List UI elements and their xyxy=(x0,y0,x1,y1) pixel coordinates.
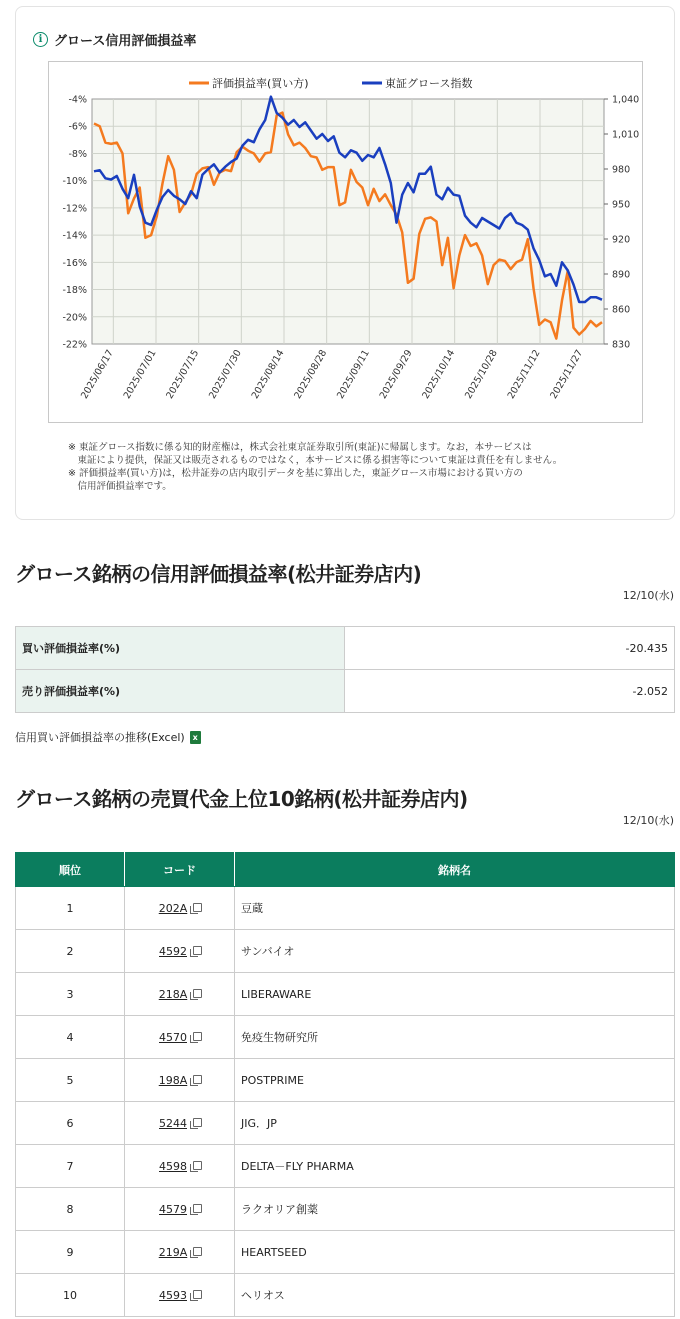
table-row xyxy=(16,887,675,930)
stock-name-cell: HEARTSEED xyxy=(235,1231,675,1274)
y-right-tick-label: 890 xyxy=(612,269,631,281)
copy-icon[interactable] xyxy=(190,1075,200,1085)
stock-code-link[interactable]: 219A xyxy=(158,1245,188,1259)
rank-cell: 6 xyxy=(16,1102,125,1145)
excel-icon[interactable]: x xyxy=(190,731,201,744)
stock-code-link[interactable]: 4598 xyxy=(159,1159,187,1173)
x-tick-label: 2025/11/12 xyxy=(505,348,543,401)
legend-label: 評価損益率(買い方) xyxy=(212,77,309,90)
y-left-tick-label: -12% xyxy=(62,203,87,215)
y-right-tick-label: 1,010 xyxy=(612,129,640,141)
copy-icon[interactable] xyxy=(190,1204,200,1214)
legend-label: 東証グロース指数 xyxy=(385,77,473,90)
stock-code-link[interactable]: 202A xyxy=(158,901,188,915)
stock-name-cell: サンバイオ xyxy=(235,930,675,973)
rank-cell: 10 xyxy=(16,1274,125,1317)
note-line: 東証により提供，保証又は販売されるものではなく，本サービスに係る損害等について東証は責任を有しません。 xyxy=(68,455,563,466)
header-name: 銘柄名 xyxy=(235,853,675,887)
y-left-tick-label: -10% xyxy=(62,176,87,188)
copy-icon[interactable] xyxy=(190,1161,200,1171)
buy-rate-label: 買い評価損益率(%) xyxy=(16,627,345,670)
copy-icon[interactable] xyxy=(190,1118,200,1128)
stock-code-link[interactable]: 198A xyxy=(158,1073,188,1087)
x-tick-label: 2025/08/28 xyxy=(292,348,330,401)
copy-icon[interactable] xyxy=(190,1290,200,1300)
y-right-tick-label: 830 xyxy=(612,339,631,351)
x-tick-label: 2025/08/14 xyxy=(249,348,287,401)
y-right-tick-label: 950 xyxy=(612,199,631,211)
code-cell xyxy=(125,1145,235,1188)
table-row xyxy=(16,1274,675,1317)
x-tick-label: 2025/10/14 xyxy=(420,348,458,401)
stock-code-link[interactable]: 5244 xyxy=(159,1116,187,1130)
stock-name-cell: ヘリオス xyxy=(235,1274,675,1317)
table-row xyxy=(16,627,675,670)
table-row xyxy=(16,1188,675,1231)
chart-container xyxy=(48,61,643,423)
sell-rate-label: 売り評価損益率(%) xyxy=(16,670,345,713)
table-row xyxy=(16,1016,675,1059)
rank-cell: 5 xyxy=(16,1059,125,1102)
card-title xyxy=(33,30,196,49)
code-cell xyxy=(125,1059,235,1102)
ranking-table xyxy=(15,852,675,1317)
note-line: ※ 評価損益率(買い方)は，松井証券の店内取引データを基に算出した，東証グロース市場における買い方の xyxy=(68,468,523,479)
copy-icon[interactable] xyxy=(190,946,200,956)
note-line: ※ 東証グロース指数に係る知的財産権は，株式会社東京証券取引所(東証)に帰属します。なお，本サービスは xyxy=(68,442,532,453)
margin-rate-table xyxy=(15,626,675,713)
plot-area xyxy=(92,99,604,344)
stock-name-cell: POSTPRIME xyxy=(235,1059,675,1102)
x-tick-label: 2025/10/28 xyxy=(463,348,500,401)
y-left-tick-label: -4% xyxy=(68,94,87,106)
copy-icon[interactable] xyxy=(190,1247,200,1257)
table-row xyxy=(16,930,675,973)
x-tick-label: 2025/07/30 xyxy=(207,348,244,401)
y-left-tick-label: -20% xyxy=(62,312,87,324)
stock-name-cell: 免疫生物研究所 xyxy=(235,1016,675,1059)
x-tick-label: 2025/07/15 xyxy=(164,348,202,401)
rank-cell: 8 xyxy=(16,1188,125,1231)
buy-rate-value: -20.435 xyxy=(345,627,675,670)
code-cell xyxy=(125,930,235,973)
code-cell xyxy=(125,1102,235,1145)
stock-code-link[interactable]: 4592 xyxy=(159,944,187,958)
chart-card xyxy=(15,6,675,520)
copy-icon[interactable] xyxy=(190,1032,200,1042)
header-code: コード xyxy=(125,853,235,887)
table-row xyxy=(16,1145,675,1188)
x-tick-label: 2025/07/01 xyxy=(121,348,159,401)
y-right-tick-label: 920 xyxy=(612,234,631,246)
chart-notes xyxy=(68,441,628,493)
card-title-text: グロース信用評価損益率 xyxy=(54,34,197,49)
x-tick-label: 2025/09/11 xyxy=(335,348,372,401)
header-rank: 順位 xyxy=(16,853,125,887)
table-row xyxy=(16,1059,675,1102)
code-cell xyxy=(125,1016,235,1059)
stock-name-cell: 豆蔵 xyxy=(235,887,675,930)
table-row xyxy=(16,973,675,1016)
y-left-tick-label: -8% xyxy=(68,148,87,160)
rank-cell: 7 xyxy=(16,1145,125,1188)
code-cell xyxy=(125,1274,235,1317)
stock-code-link[interactable]: 4593 xyxy=(159,1288,187,1302)
y-left-tick-label: -16% xyxy=(62,257,87,269)
stock-name-cell: DELTA－FLY PHARMA xyxy=(235,1145,675,1188)
code-cell xyxy=(125,1231,235,1274)
stock-name-cell: LIBERAWARE xyxy=(235,973,675,1016)
info-circle-icon[interactable]: i xyxy=(33,32,48,47)
x-tick-label: 2025/09/29 xyxy=(377,348,415,401)
rank-cell: 9 xyxy=(16,1231,125,1274)
rank-cell: 4 xyxy=(16,1016,125,1059)
rank-cell: 1 xyxy=(16,887,125,930)
y-left-tick-label: -18% xyxy=(62,285,87,297)
rank-cell: 2 xyxy=(16,930,125,973)
y-left-tick-label: -22% xyxy=(62,339,87,351)
code-cell xyxy=(125,887,235,930)
y-right-tick-label: 1,040 xyxy=(612,94,640,106)
copy-icon[interactable] xyxy=(190,903,200,913)
stock-code-link[interactable]: 218A xyxy=(158,987,188,1001)
margin-section-date: 12/10(水) xyxy=(622,589,674,602)
stock-name-cell: ラクオリア創薬 xyxy=(235,1188,675,1231)
table-row xyxy=(16,1102,675,1145)
code-cell xyxy=(125,973,235,1016)
stock-code-link[interactable]: 4579 xyxy=(159,1202,187,1216)
ranking-section-date: 12/10(水) xyxy=(622,814,674,827)
stock-code-link[interactable]: 4570 xyxy=(159,1030,187,1044)
excel-link-text[interactable]: 信用買い評価損益率の推移(Excel) xyxy=(15,731,185,744)
ranking-section-title: グロース銘柄の売買代金上位10銘柄(松井証券店内) xyxy=(15,787,468,811)
x-tick-label: 2025/06/17 xyxy=(79,348,116,401)
copy-icon[interactable] xyxy=(190,989,200,999)
margin-section-title: グロース銘柄の信用評価損益率(松井証券店内) xyxy=(15,562,422,586)
rank-cell: 3 xyxy=(16,973,125,1016)
x-tick-label: 2025/11/27 xyxy=(548,348,586,401)
sell-rate-value: -2.052 xyxy=(345,670,675,713)
y-right-tick-label: 980 xyxy=(612,164,631,176)
code-cell xyxy=(125,1188,235,1231)
excel-download-link[interactable] xyxy=(15,729,201,745)
y-left-tick-label: -6% xyxy=(68,121,87,133)
line-chart xyxy=(49,62,642,422)
y-right-tick-label: 860 xyxy=(612,304,631,316)
stock-name-cell: JIG．JP xyxy=(235,1102,675,1145)
note-line: 信用評価損益率です。 xyxy=(68,481,172,492)
table-header-row xyxy=(16,853,675,887)
table-row xyxy=(16,1231,675,1274)
y-left-tick-label: -14% xyxy=(62,230,87,242)
table-row xyxy=(16,670,675,713)
